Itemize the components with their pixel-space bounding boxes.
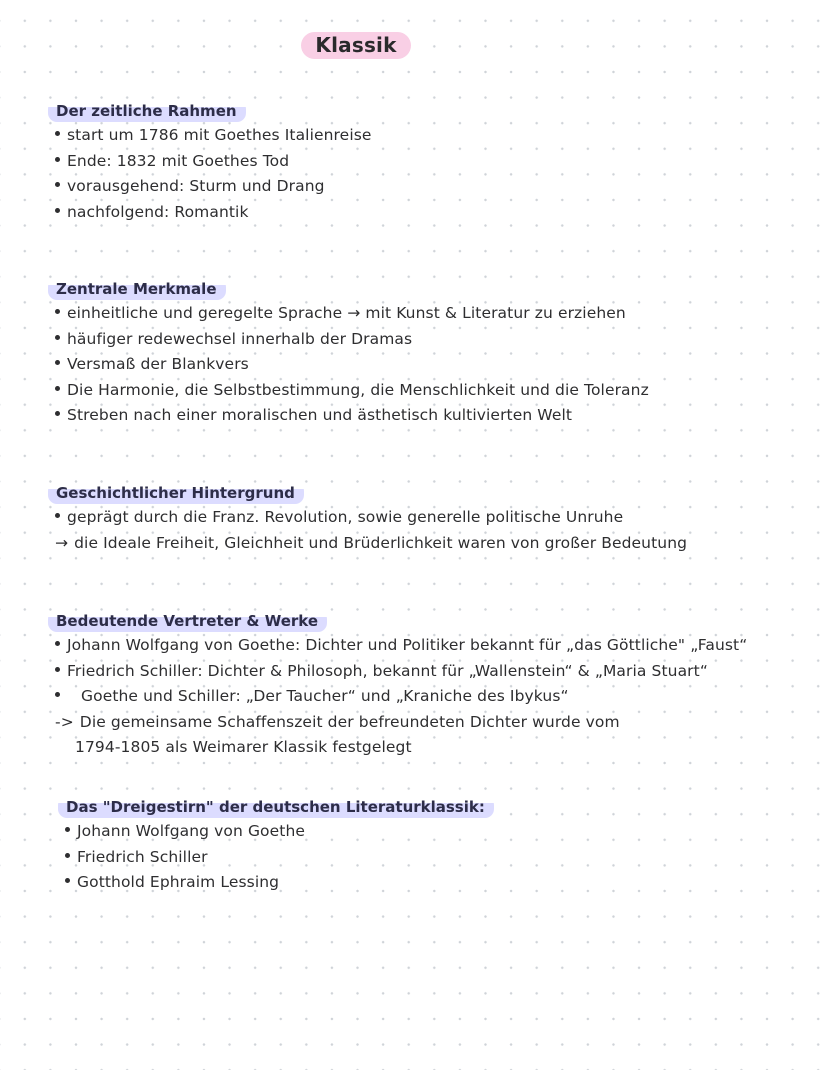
bullet-icon xyxy=(55,309,60,314)
list-item xyxy=(48,505,808,531)
list-item-text: Gotthold Ephraim Lessing xyxy=(77,873,280,892)
bullet-icon xyxy=(55,182,60,187)
section-heading: Der zeitliche Rahmen xyxy=(48,100,246,122)
list-item xyxy=(48,301,808,327)
list-item xyxy=(48,149,808,175)
section-zentrale-merkmale xyxy=(48,278,808,429)
list-item-text: Versmaß der Blankvers xyxy=(67,355,249,374)
bullet-icon xyxy=(55,513,60,518)
section-heading: Bedeutende Vertreter & Werke xyxy=(48,610,327,632)
list-item xyxy=(48,659,808,685)
list-item xyxy=(48,403,808,429)
list-item xyxy=(58,870,808,896)
arrow-icon: -> xyxy=(55,712,74,731)
list-item xyxy=(48,378,808,404)
list-item xyxy=(48,684,808,710)
list-item-text: nachfolgend: Romantik xyxy=(67,202,249,221)
list-item-text: Friedrich Schiller xyxy=(77,847,208,866)
section-heading: Geschichtlicher Hintergrund xyxy=(48,482,304,504)
bullet-icon xyxy=(55,411,60,416)
section-heading: Zentrale Merkmale xyxy=(48,278,226,300)
list-item xyxy=(48,327,808,353)
section-zeitlicher-rahmen xyxy=(48,100,808,225)
list-item xyxy=(48,531,808,557)
bullet-icon xyxy=(55,386,60,391)
list-item-text: Streben nach einer moralischen und ästhetisch kultivierten Welt xyxy=(67,406,573,425)
list-item xyxy=(48,174,808,200)
list-item xyxy=(48,200,808,226)
list-item-text: geprägt durch die Franz. Revolution, sowie generelle politische Unruhe xyxy=(67,508,624,526)
bullet-icon xyxy=(65,878,70,883)
list-item xyxy=(48,123,808,149)
section-dreigestirn xyxy=(58,796,808,896)
bullet-icon xyxy=(55,667,60,672)
list-item-text: start um 1786 mit Goethes Italienreise xyxy=(67,126,372,144)
list-item xyxy=(48,710,808,736)
list-item-text: Die gemeinsame Schaffenszeit der befreundeten Dichter wurde vom xyxy=(79,712,620,731)
list-item xyxy=(58,845,808,871)
bullet-icon xyxy=(55,641,60,646)
list-item-text: häufiger redewechsel innerhalb der Dramas xyxy=(67,329,413,348)
bullet-icon xyxy=(55,157,60,162)
section-heading: Das "Dreigestirn" der deutschen Literaturklassik: xyxy=(58,796,494,818)
bullet-icon xyxy=(55,335,60,340)
arrow-icon: → xyxy=(55,533,69,552)
list-item-text: Goethe und Schiller: „Der Taucher“ und „Kraniche des Ibykus“ xyxy=(81,687,569,706)
bullet-icon xyxy=(55,208,60,213)
bullet-icon xyxy=(55,360,60,365)
list-item-text: einheitliche und geregelte Sprache → mit Kunst & Literatur zu erziehen xyxy=(67,304,626,322)
bullet-icon xyxy=(55,692,60,697)
list-item-text: die Ideale Freiheit, Gleichheit und Brüderlichkeit waren von großer Bedeutung xyxy=(74,533,688,552)
list-item-text: Die Harmonie, die Selbstbestimmung, die Menschlichkeit und die Toleranz xyxy=(67,380,649,399)
bullet-icon xyxy=(65,827,70,832)
bullet-icon xyxy=(55,131,60,136)
list-item-continuation xyxy=(48,735,808,761)
list-item-text: Friedrich Schiller: Dichter & Philosoph, bekannt für „Wallenstein“ & „Maria Stuart“ xyxy=(67,661,708,680)
bullet-icon xyxy=(65,853,70,858)
list-item xyxy=(48,633,808,659)
list-item-text: Ende: 1832 mit Goethes Tod xyxy=(67,151,290,170)
list-item-text: vorausgehend: Sturm und Drang xyxy=(67,177,325,196)
list-item xyxy=(48,352,808,378)
page-title: Klassik xyxy=(301,32,410,59)
list-item-text: 1794-1805 als Weimarer Klassik festgelegt xyxy=(75,738,412,757)
section-geschichtlicher-hintergrund xyxy=(48,482,808,556)
section-vertreter-werke xyxy=(48,610,808,761)
title-wrapper xyxy=(0,32,712,59)
list-item xyxy=(58,819,808,845)
list-item-text: Johann Wolfgang von Goethe xyxy=(77,822,306,840)
list-item-text: Johann Wolfgang von Goethe: Dichter und Politiker bekannt für „das Göttliche" „Faust“ xyxy=(67,636,748,654)
